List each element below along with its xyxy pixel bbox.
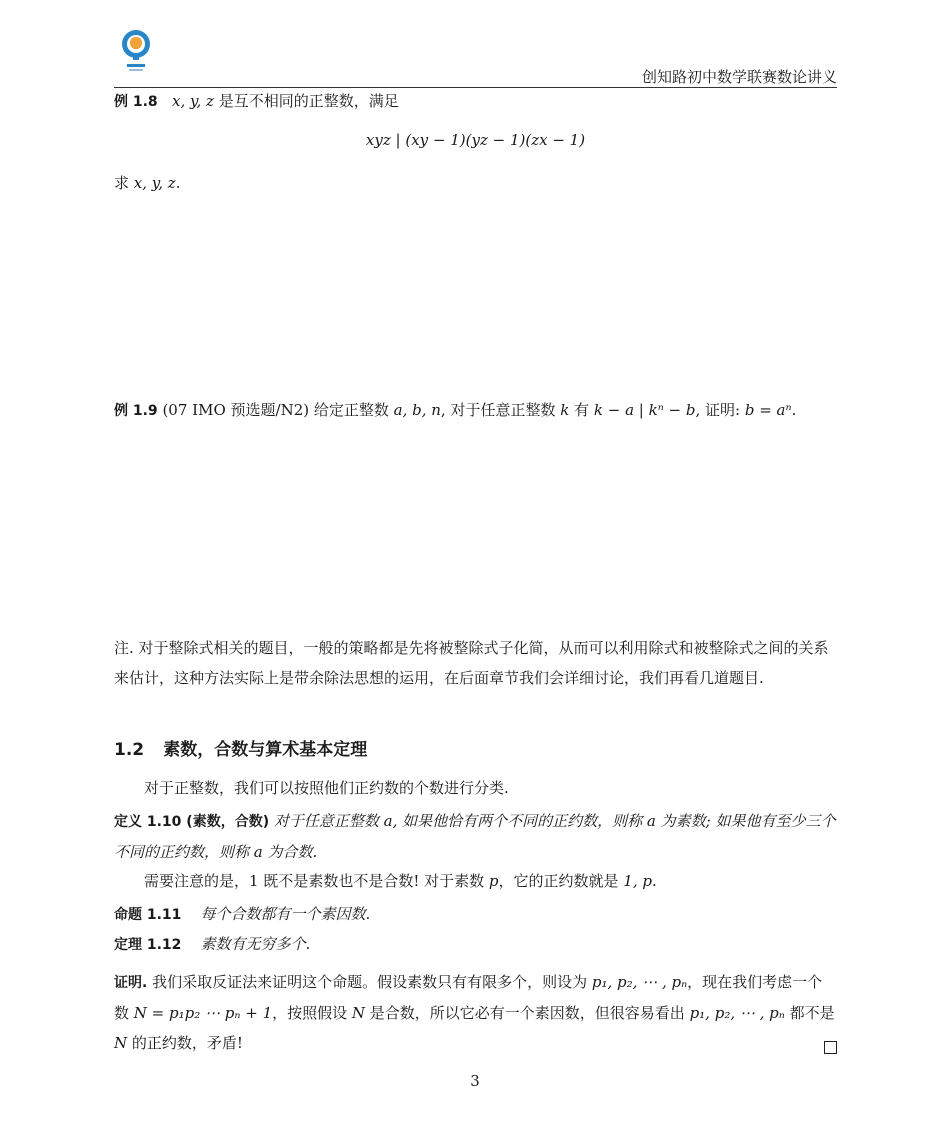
section-title: 素数，合数与算术基本定理 (163, 740, 368, 760)
math-inline: N (114, 1034, 128, 1052)
proposition-text: 每个合数都有一个素因数. (200, 905, 371, 923)
remark-text: ，它的正约数就是 (498, 872, 624, 890)
math-inline: 1, p (623, 872, 652, 890)
proof-text: 我们采取反证法来证明这个命题。假设素数只有有限多个，则设为 (147, 973, 592, 991)
example-text: . (791, 401, 797, 419)
intro-paragraph: 对于正整数，我们可以按照他们正约数的个数进行分类. (144, 779, 509, 797)
proposition-1-11 (114, 899, 837, 930)
theorem-text: 素数有无穷多个. (200, 935, 311, 953)
proof-text: 是合数，所以它必有一个素因数，但很容易看出 (365, 1004, 690, 1022)
definition-text: , 如果他恰有两个不同的正约数，则称 (392, 812, 647, 830)
proof-text: ，现在我们考虑一个数 (114, 973, 823, 1022)
math-inline: x, y, z (172, 92, 214, 110)
theorem-1-12 (114, 929, 837, 960)
math-inline: p₁, p₂, ⋯ , pₙ (689, 1004, 785, 1022)
remark-paragraph (114, 866, 837, 896)
example-text: 给定正整数 (309, 401, 394, 419)
math-inline: a (383, 812, 393, 830)
lightbulb-brain-icon (117, 28, 155, 74)
display-formula (114, 125, 837, 155)
remark-text: . (651, 872, 657, 890)
qed-square-icon (824, 1041, 837, 1054)
example-label: 例 1.9 (114, 403, 158, 419)
page-number: 3 (470, 1072, 480, 1090)
example-1-9 (114, 395, 837, 426)
header-title: 创知路初中数学联赛数论讲义 (641, 68, 837, 86)
ask-prefix: 求 (114, 174, 134, 192)
example-source: (07 IMO 预选题/N2) (157, 401, 310, 419)
definition-text: 为素数; 如果他有至少三个不同的正约数，则称 (114, 812, 836, 861)
definition-text: 对于任意正整数 (269, 812, 384, 830)
proof-text: 的正约数，矛盾! (127, 1034, 243, 1052)
math-inline: a (646, 812, 656, 830)
formula-text: xyz | (xy − 1)(yz − 1)(zx − 1) (365, 131, 586, 149)
example-text: , 证明: (695, 401, 745, 419)
proof-paragraph (114, 967, 837, 1058)
definition-1-10 (114, 806, 837, 867)
section-number: 1.2 (114, 740, 145, 760)
proposition-label: 命题 1.11 (114, 907, 182, 923)
math-inline: x, y, z (133, 174, 176, 192)
math-inline: p₁, p₂, ⋯ , pₙ (591, 973, 688, 991)
example-1-8 (114, 86, 837, 117)
definition-text: 为合数. (262, 843, 318, 861)
definition-label: 定义 1.10 (114, 814, 182, 830)
example-text: 有 (569, 401, 594, 419)
math-inline: k − a | kⁿ − b (593, 401, 696, 419)
example-label: 例 1.8 (114, 94, 158, 110)
proof-text: ，按照假设 (272, 1004, 352, 1022)
ask-suffix: . (175, 174, 181, 192)
math-inline: k (560, 401, 570, 419)
section-heading (114, 735, 837, 765)
example-text: 是互不相同的正整数，满足 (213, 92, 399, 110)
proof-label: 证明. (114, 975, 148, 991)
example-text: , 对于任意正整数 (440, 401, 561, 419)
math-inline: p (488, 872, 499, 890)
example-ask (114, 168, 837, 198)
math-inline: a (253, 843, 263, 861)
proof-text: 都不是 (784, 1004, 835, 1022)
note-paragraph: 注. 对于整除式相关的题目，一般的策略都是先将被整除式子化简，从而可以利用除式和被整除式之间的关系来估计，这种方法实际上是带余除法思想的运用，在后面章节我们会详细讨论，我们再看几道题目. (114, 639, 829, 687)
remark-text: 需要注意的是，1 既不是素数也不是合数! 对于素数 (144, 872, 489, 890)
definition-name: (素数，合数) (181, 814, 270, 830)
math-inline: a, b, n (393, 401, 441, 419)
math-inline: N (351, 1004, 366, 1022)
math-inline: N = p₁p₂ ⋯ pₙ + 1 (133, 1004, 273, 1022)
math-inline: b = aⁿ (744, 401, 792, 419)
theorem-label: 定理 1.12 (114, 937, 182, 953)
